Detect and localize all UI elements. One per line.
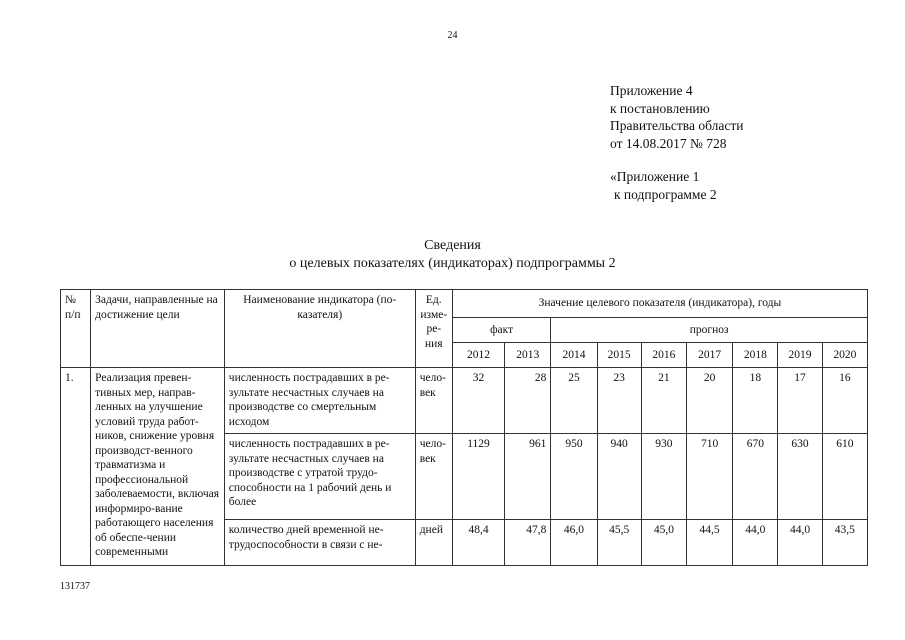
value-cell: 961: [505, 434, 551, 520]
value-cell: 610: [822, 434, 867, 520]
header-num: № п/п: [61, 290, 91, 368]
value-cell: 20: [686, 368, 732, 434]
indicator-unit: чело-век: [415, 368, 452, 434]
value-cell: 1129: [452, 434, 504, 520]
value-cell: 44,0: [778, 520, 822, 566]
task-number: 1.: [61, 368, 91, 566]
value-cell: 630: [778, 434, 822, 520]
appendix-ref-line-2: к подпрограмме 2: [614, 186, 717, 202]
value-cell: 45,5: [597, 520, 641, 566]
value-cell: 25: [551, 368, 597, 434]
year-header: 2016: [641, 343, 686, 368]
document-code: 131737: [60, 581, 90, 592]
header-forecast: прогноз: [551, 318, 868, 343]
value-cell: 940: [597, 434, 641, 520]
value-cell: 44,0: [733, 520, 778, 566]
year-header: 2015: [597, 343, 641, 368]
appendix-line-1: Приложение 4: [610, 83, 693, 98]
value-cell: 17: [778, 368, 822, 434]
value-cell: 670: [733, 434, 778, 520]
value-cell: 44,5: [686, 520, 732, 566]
value-cell: 21: [641, 368, 686, 434]
value-cell: 47,8: [505, 520, 551, 566]
header-tasks: Задачи, направленные на достижение цели: [91, 290, 225, 368]
value-cell: 32: [452, 368, 504, 434]
year-header: 2013: [505, 343, 551, 368]
value-cell: 28: [505, 368, 551, 434]
value-cell: 48,4: [452, 520, 504, 566]
value-cell: 950: [551, 434, 597, 520]
value-cell: 710: [686, 434, 732, 520]
header-fact: факт: [452, 318, 550, 343]
header-indicator: Наименование индикатора (по-казателя): [224, 290, 415, 368]
indicator-name: количество дней временной не-трудоспособности в связи с не-: [224, 520, 415, 566]
value-cell: 43,5: [822, 520, 867, 566]
value-cell: 18: [733, 368, 778, 434]
value-cell: 46,0: [551, 520, 597, 566]
task-text: Реализация превен-тивных мер, направ-ленных на улучшение условий труда работ-ников, снижение уровня производст-венного травматизма и профессиональной заболеваемости, включая информиро-вание работающего населения об обеспе-чении современными: [91, 368, 225, 566]
year-header: 2012: [452, 343, 504, 368]
header-unit: Ед. изме-ре-ния: [415, 290, 452, 368]
year-header: 2018: [733, 343, 778, 368]
appendix-reference: [610, 168, 717, 203]
indicator-name: численность пострадавших в ре-зультате несчастных случаев на производстве с утратой трудо-способности на 1 рабочий день и более: [224, 434, 415, 520]
indicator-unit: дней: [415, 520, 452, 566]
appendix-line-4: от 14.08.2017 № 728: [610, 135, 727, 151]
value-cell: 16: [822, 368, 867, 434]
appendix-line-2: к постановлению: [610, 100, 710, 116]
value-cell: 930: [641, 434, 686, 520]
year-header: 2020: [822, 343, 867, 368]
indicators-table: [60, 289, 868, 566]
title-line-2: о целевых показателях (индикаторах) подпрограммы 2: [289, 255, 616, 271]
year-header: 2014: [551, 343, 597, 368]
header-values: Значение целевого показателя (индикатора), годы: [452, 290, 867, 318]
page-number: 24: [447, 30, 458, 41]
year-header: 2017: [686, 343, 732, 368]
value-cell: 45,0: [641, 520, 686, 566]
document-title: [0, 237, 905, 272]
indicator-name: численность пострадавших в ре-зультате несчастных случаев на производстве со смертельным исходом: [224, 368, 415, 434]
appendix-block: [610, 82, 743, 152]
appendix-line-3: Правительства области: [610, 118, 744, 133]
appendix-ref-line-1: «Приложение 1: [610, 169, 700, 184]
title-line-1: Сведения: [424, 238, 481, 253]
year-header: 2019: [778, 343, 822, 368]
table-row: [61, 368, 868, 434]
value-cell: 23: [597, 368, 641, 434]
indicator-unit: чело-век: [415, 434, 452, 520]
